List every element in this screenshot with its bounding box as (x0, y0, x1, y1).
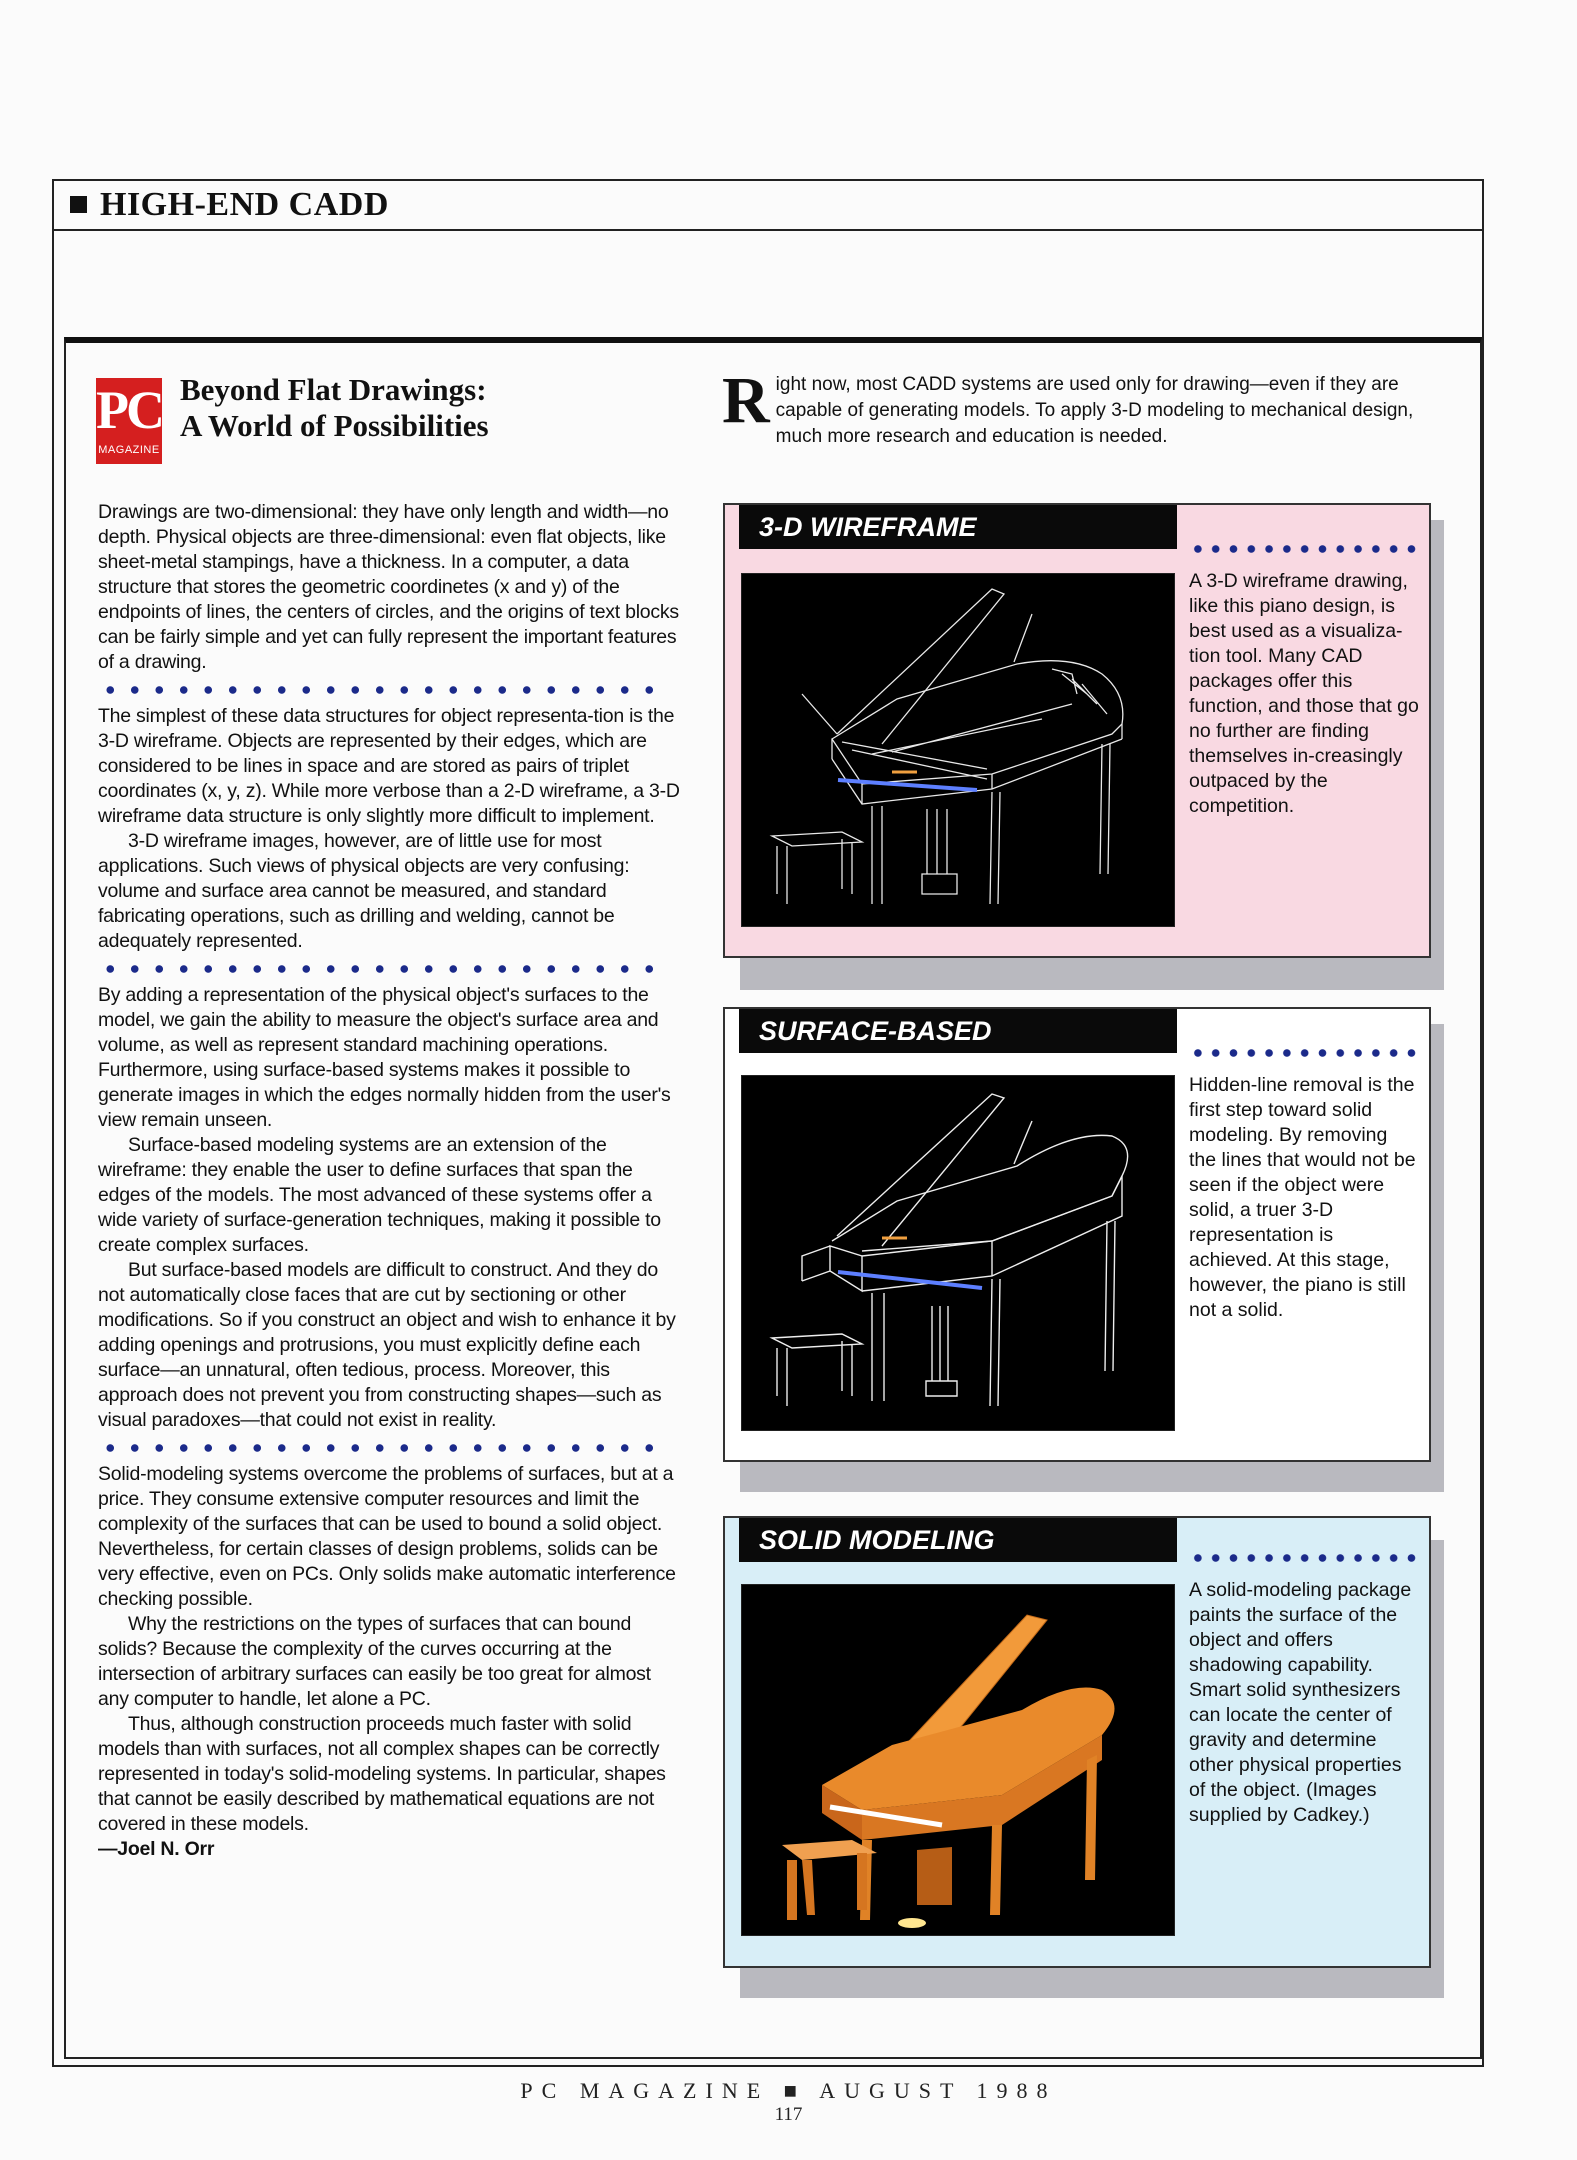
sidebar-dot-divider (1189, 543, 1419, 555)
sidebar-wireframe (723, 503, 1431, 958)
logo-pc-text: PC (96, 380, 162, 440)
body-paragraph: 3-D wireframe images, however, are of little use for most applications. Such views of physical objects are very confusing: volume and surface area cannot be measured, and standard fabricating operations, such as drilling and welding, cannot be adequately represented. (98, 830, 630, 952)
sidebar-surface-based (723, 1007, 1431, 1462)
author-signature: —Joel N. Orr (98, 1838, 215, 1860)
logo-magazine-text: MAGAZINE (98, 444, 160, 456)
body-paragraph: The simplest of these data structures for object representa-tion is the 3-D wireframe. Objects are represented by their edges, which are considered to be lines in space and are stored as pairs of triplet coordinates (x, y, z). While more verbose than a 2-D wireframe, a 3-D wireframe data structure is only slightly more difficult to implement. (98, 705, 680, 827)
article-body (98, 500, 680, 1862)
headline-line-2: A World of Possibilities (180, 408, 489, 443)
article-intro (722, 364, 1422, 450)
surface-piano-image (741, 1075, 1175, 1431)
body-paragraph: Why the restrictions on the types of surfaces that can bound solids? Because the complexity of the curves occurring at the intersection of arbitrary surfaces can easily be too great for almost any computer to handle, let alone a PC. (98, 1613, 651, 1710)
drop-cap: R (722, 364, 770, 437)
sidebar-caption: Hidden-line removal is the first step toward solid modeling. By removing the lines that would not be seen if the object were solid, a truer 3-D representation is achieved. At this stage, however, the piano is still not a solid. (1189, 1074, 1416, 1321)
wireframe-piano-drawing (742, 574, 1174, 926)
surface-piano-drawing (742, 1076, 1174, 1430)
solid-piano-drawing (742, 1585, 1174, 1935)
sidebar-dot-divider (1189, 1552, 1419, 1564)
body-paragraph: Surface-based modeling systems are an extension of the wireframe: they enable the user to define surfaces that span the edges of the models. The most advanced of these systems offer a wide variety of surface-generation techniques, making it possible to create complex surfaces. (98, 1134, 661, 1256)
sidebar-title: SURFACE-BASED (739, 1009, 1177, 1053)
article-headline (180, 372, 700, 444)
body-paragraph: Drawings are two-dimensional: they have only length and width—no depth. Physical objects are three-dimensional: even flat objects, like sheet-metal stampings, have a thickness. In a computer, a data structure that stores the geometric coordinetes (x and y) of the endpoints of lines, the centers of circles, and the origins of text blocks can be fairly simple and yet can fully represent the important features of a drawing. (98, 501, 679, 673)
section-bullet-icon (70, 196, 87, 213)
sidebar-dot-divider (1189, 1047, 1419, 1059)
solid-piano-image (741, 1584, 1175, 1936)
body-paragraph: Thus, although construction proceeds much faster with solid models than with surfaces, not all complex shapes can be correctly represented in today's solid-modeling systems. In particular, shapes that cannot be easily described by mathematical equations are not covered in these models. (98, 1713, 666, 1835)
body-paragraph: Solid-modeling systems overcome the problems of surfaces, but at a price. They consume extensive computer resources and limit the complexity of the surfaces that can be used to bound a solid object. Nevertheless, for certain classes of design problems, solids can be very effective, even on PCs. Only solids make automatic interference checking possible. (98, 1463, 676, 1610)
sidebar-caption: A 3-D wireframe drawing, like this piano design, is best used as a visualiza-tion tool. Many CAD packages offer this function, and those that go no further are finding themselves in-creasingly outpaced by the competition. (1189, 570, 1419, 817)
pc-magazine-logo (96, 378, 162, 464)
wireframe-piano-image (741, 573, 1175, 927)
body-paragraph: By adding a representation of the physical object's surfaces to the model, we gain the ability to measure the object's surface area and volume, as well as represent standard machining operations. Furthermore, using surface-based systems makes it possible to generate images in which the edges normally hidden from the user's view remain unseen. (98, 984, 671, 1131)
dot-divider (98, 1442, 660, 1454)
page-number: 117 (774, 2104, 803, 2125)
footer-publication: PC MAGAZINE ■ AUGUST 1988 (520, 2078, 1057, 2103)
dot-divider (98, 684, 660, 696)
headline-line-1: Beyond Flat Drawings: (180, 372, 487, 407)
sidebar-title: 3-D WIREFRAME (739, 505, 1177, 549)
sidebar-caption: A solid-modeling package paints the surface of the object and offers shadowing capability. Smart solid synthesizers can locate the center of gravity and determine other physical properties of the object. (Images supplied by Cadkey.) (1189, 1579, 1412, 1826)
intro-text: ight now, most CADD systems are used only for drawing—even if they are capable of generating models. To apply 3-D modeling to mechanical design, much more research and education is needed. (775, 374, 1414, 447)
body-paragraph: But surface-based models are difficult to construct. And they do not automatically close faces that are cut by sectioning or other modifications. So if you construct an object and wish to enhance it by adding openings and protrusions, you must explicitly define each surface—an unnatural, often tedious, process. Moreover, this approach does not prevent you from constructing shapes—such as visual paradoxes—that could not exist in reality. (98, 1259, 676, 1431)
dot-divider (98, 963, 660, 975)
section-title: HIGH-END CADD (100, 186, 389, 223)
sidebar-solid-modeling (723, 1516, 1431, 1968)
sidebar-title: SOLID MODELING (739, 1518, 1177, 1562)
